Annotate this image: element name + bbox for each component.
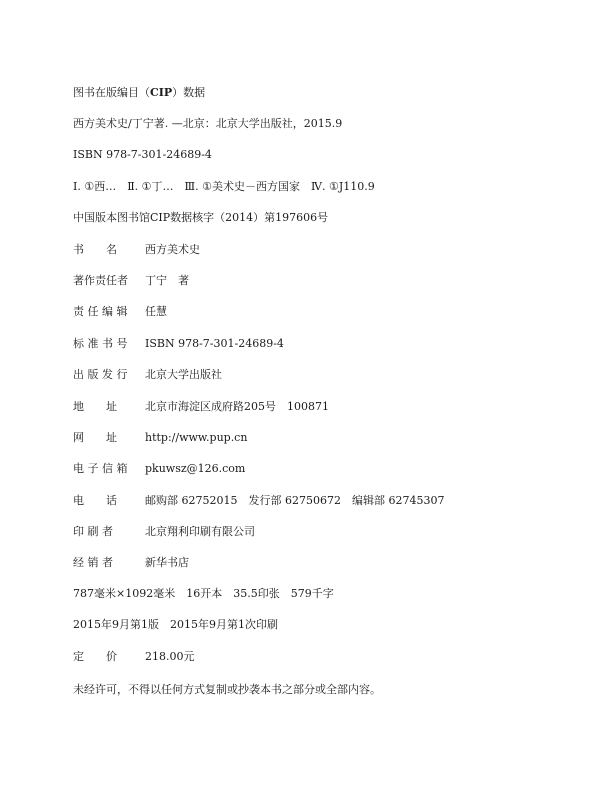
field-label: 经 销 者 (73, 556, 113, 569)
field-label: 出 版 发 行 (73, 368, 128, 381)
field-label: 地 址 (73, 400, 117, 413)
field-label: 电 子 信 箱 (73, 462, 128, 475)
cip-heading-prefix: 图书在版编目（ (73, 86, 150, 99)
field-label: 印 刷 者 (73, 525, 113, 538)
field-book-title (73, 243, 200, 257)
bibliographic-line: 西方美术史/丁宁著. —北京：北京大学出版社，2015.9 (73, 117, 343, 130)
cip-heading-suffix: ）数据 (172, 86, 206, 99)
field-value: 任慧 (145, 305, 167, 318)
field-label: 网 址 (73, 431, 117, 444)
field-value: 新华书店 (145, 556, 189, 569)
edition-line: 2015年9月第1版 2015年9月第1次印刷 (73, 618, 278, 631)
field-value: pkuwsz@126.com (145, 462, 246, 475)
copyright-notice: 未经许可，不得以任何方式复制或抄袭本书之部分或全部内容。 (73, 683, 381, 696)
cip-heading (73, 86, 205, 100)
cip-heading-cip: CIP (150, 86, 173, 99)
field-printer (73, 525, 255, 539)
field-value: 邮购部 62752015 发行部 62750672 编辑部 62745307 (145, 494, 445, 507)
specs-line: 787毫米×1092毫米 16开本 35.5印张 579千字 (73, 587, 334, 600)
field-value: 丁宁 著 (145, 274, 189, 287)
isbn-line: ISBN 978-7-301-24689-4 (73, 148, 212, 161)
field-label: 电 话 (73, 494, 117, 507)
field-value: 北京市海淀区成府路205号 100871 (145, 400, 329, 413)
field-label: 责 任 编 辑 (73, 305, 128, 318)
field-value: ISBN 978-7-301-24689-4 (145, 337, 284, 350)
field-label: 著作责任者 (73, 274, 128, 287)
classification-line: Ⅰ. ①西… Ⅱ. ①丁… Ⅲ. ①美术史－西方国家 Ⅳ. ①J110.9 (73, 180, 375, 193)
field-standard-number (73, 337, 284, 351)
field-value: 西方美术史 (145, 243, 200, 256)
field-label: 书 名 (73, 243, 117, 256)
field-publisher (73, 368, 222, 382)
field-email (73, 462, 245, 476)
field-value: 北京大学出版社 (145, 368, 222, 381)
field-label: 定 价 (73, 650, 117, 663)
field-price (73, 650, 195, 664)
field-value: http://www.pup.cn (145, 431, 248, 444)
field-address (73, 400, 329, 414)
field-label: 标 准 书 号 (73, 337, 128, 350)
field-value: 218.00元 (145, 650, 195, 663)
field-distributor (73, 556, 189, 570)
field-phone (73, 494, 444, 508)
field-author (73, 274, 189, 288)
field-website (73, 431, 247, 445)
cip-record-line: 中国版本图书馆CIP数据核字（2014）第197606号 (73, 211, 329, 224)
field-value: 北京翔利印刷有限公司 (145, 525, 255, 538)
field-editor (73, 305, 167, 319)
